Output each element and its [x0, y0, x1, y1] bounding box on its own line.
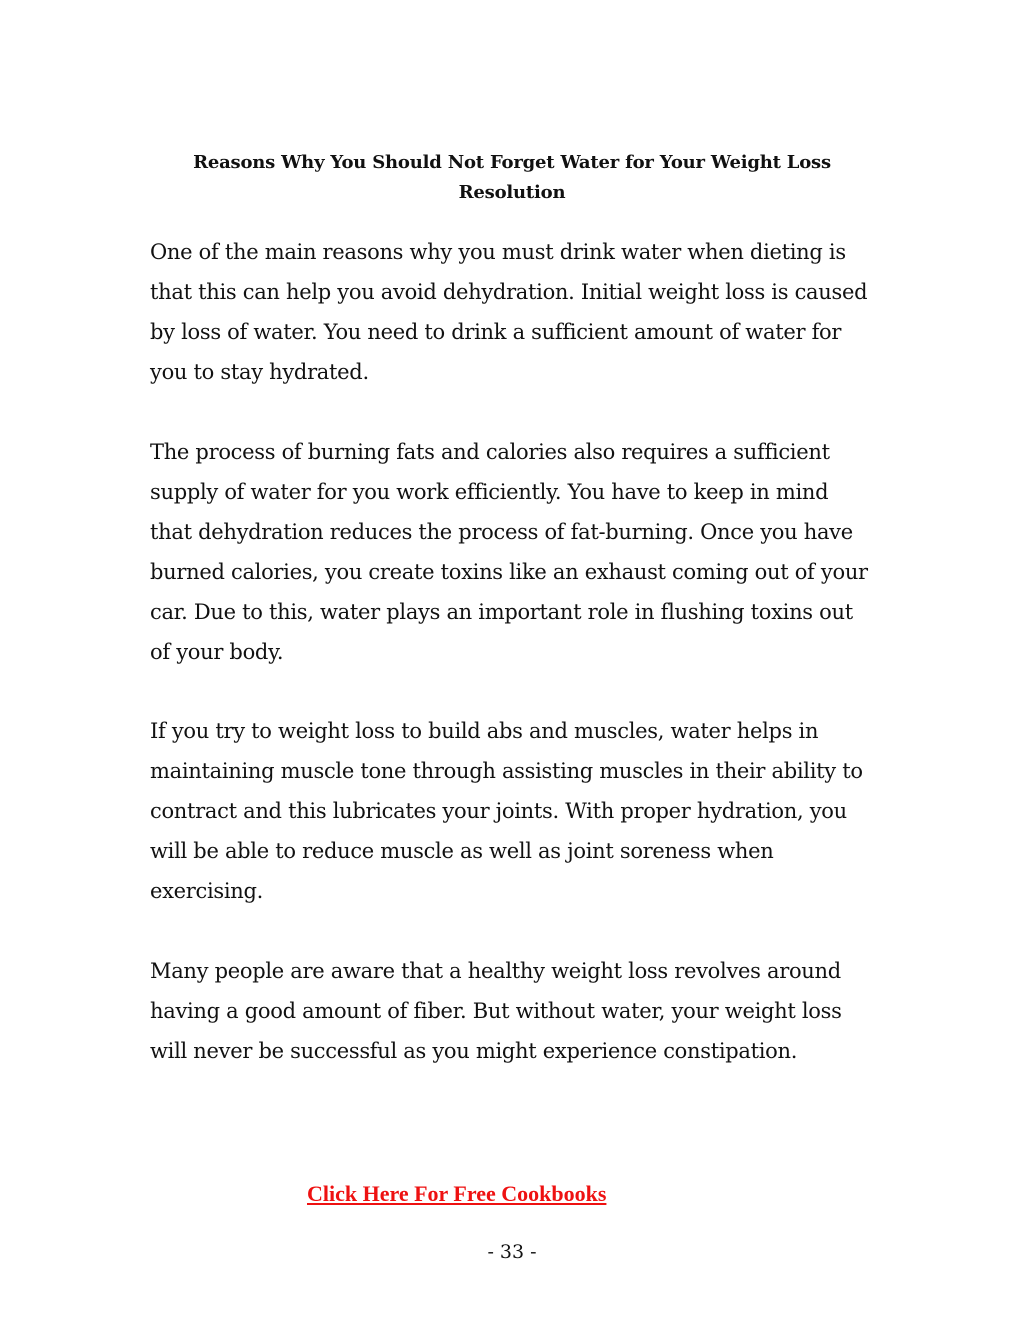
paragraph-dehydration: One of the main reasons why you must drink water when dieting is that this can help you avoid dehydration. Initial weight loss is caused by loss of water. You need to drink a sufficient amount of water for you to stay hydrated. [150, 240, 868, 384]
paragraph-fat-burning: The process of burning fats and calories also requires a sufficient supply of water for you work efficiently. You have to keep in mind that dehydration reduces the process of fat-burning. Once you have burned calories, you create toxins like an exhaust coming out of your car. Due to this, water plays an important role in flushing toxins out of your body. [150, 440, 868, 664]
page-title: Reasons Why You Should Not Forget Water for Your Weight Loss Resolution [193, 152, 831, 203]
page-number: - 33 - [487, 1241, 537, 1263]
paragraph-muscles: If you try to weight loss to build abs and muscles, water helps in maintaining muscle tone through assisting muscles in their ability to contract and this lubricates your joints. With proper hydration, you will be able to reduce muscle as well as joint soreness when exercising. [150, 719, 863, 903]
free-cookbooks-link[interactable]: Click Here For Free Cookbooks [307, 1181, 607, 1206]
paragraph-fiber: Many people are aware that a healthy weight loss revolves around having a good amount of fiber. But without water, your weight loss will never be successful as you might experience constipation. [150, 959, 842, 1063]
